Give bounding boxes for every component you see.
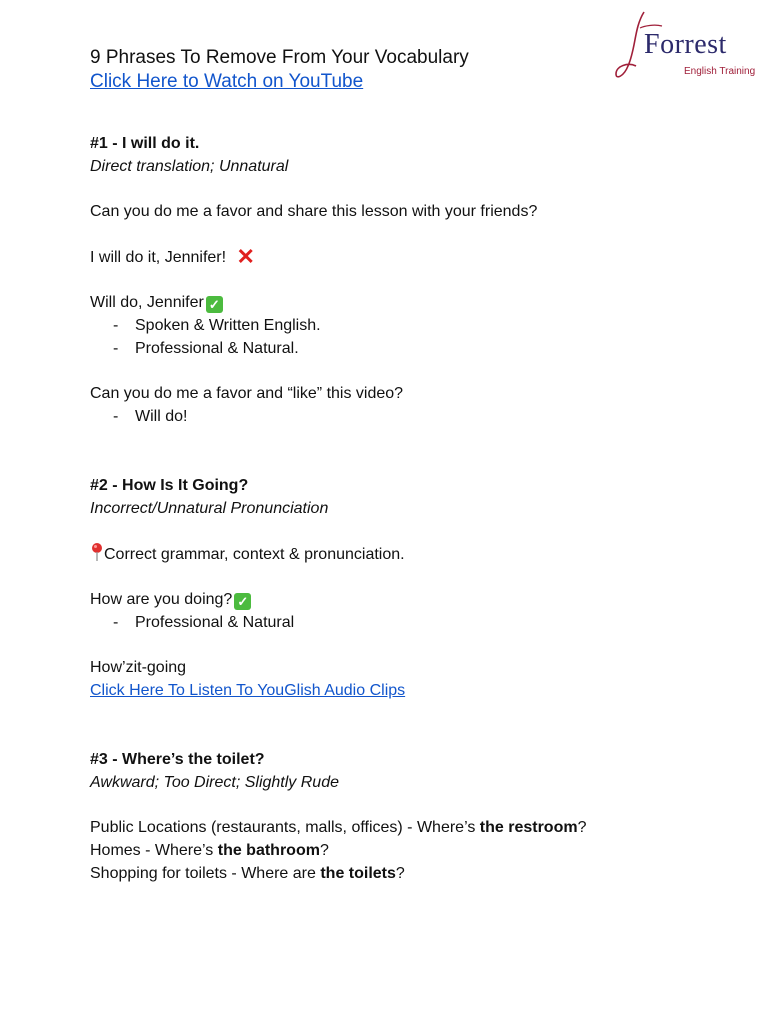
logo-subtitle: English Training xyxy=(684,66,756,77)
youtube-link[interactable]: Click Here to Watch on YouTube xyxy=(90,71,364,92)
section-1-question-2: Can you do me a favor and “like” this video? xyxy=(90,385,404,402)
check-mark-icon: ✓ xyxy=(234,593,251,610)
list-item: - Spoken & Written English. xyxy=(90,314,730,337)
line-suffix: ? xyxy=(577,819,587,836)
section-1-right-line xyxy=(90,291,730,314)
line-text: Shopping for toilets - Where are xyxy=(90,865,321,882)
section-3-line-public xyxy=(90,816,730,839)
section-2-right-line xyxy=(90,588,730,611)
document-title: 9 Phrases To Remove From Your Vocabulary xyxy=(90,47,469,68)
section-1-subheading: Direct translation; Unnatural xyxy=(90,158,289,175)
section-2-subheading: Incorrect/Unnatural Pronunciation xyxy=(90,500,329,517)
section-3-subheading: Awkward; Too Direct; Slightly Rude xyxy=(90,774,339,791)
section-1-wrong: I will do it, Jennifer! xyxy=(90,249,227,266)
section-3-heading: #3 - Where’s the toilet? xyxy=(90,751,265,768)
section-1-answer-list xyxy=(90,405,730,428)
section-2-tip: Correct grammar, context & pronunciation. xyxy=(104,546,405,563)
forrest-logo xyxy=(614,8,760,88)
list-item: - Professional & Natural. xyxy=(90,337,730,360)
youglish-link[interactable]: Click Here To Listen To YouGlish Audio Clips xyxy=(90,682,406,699)
list-item: - Will do! xyxy=(90,405,730,428)
document-body xyxy=(90,132,730,885)
section-2-heading: #2 - How Is It Going? xyxy=(90,477,249,494)
list-item: - Professional & Natural xyxy=(90,611,730,634)
check-mark-icon: ✓ xyxy=(206,296,223,313)
section-2-tip-line xyxy=(90,542,730,566)
section-1-wrong-line xyxy=(90,245,730,269)
section-3-line-homes xyxy=(90,839,730,862)
section-1-heading: #1 - I will do it. xyxy=(90,135,200,152)
line-suffix: ? xyxy=(395,865,405,882)
line-suffix: ? xyxy=(319,842,329,859)
section-2-pronunciation: How’zit-going xyxy=(90,659,187,676)
line-bold: the restroom xyxy=(479,819,578,836)
line-text: Public Locations (restaurants, malls, offices) - Where’s xyxy=(90,819,480,836)
line-bold: the toilets xyxy=(320,865,396,882)
line-bold: the bathroom xyxy=(217,842,320,859)
section-1-right: Will do, Jennifer xyxy=(90,294,204,311)
section-1-question: Can you do me a favor and share this lesson with your friends? xyxy=(90,203,538,220)
section-3-line-shopping xyxy=(90,862,730,885)
line-text: Homes - Where’s xyxy=(90,842,218,859)
section-1-points xyxy=(90,314,730,360)
pin-icon xyxy=(90,542,104,562)
section-2-points xyxy=(90,611,730,634)
logo-word: Forrest xyxy=(644,29,727,60)
section-2-right: How are you doing? xyxy=(90,591,233,608)
cross-mark-icon: ✕ xyxy=(236,244,255,269)
